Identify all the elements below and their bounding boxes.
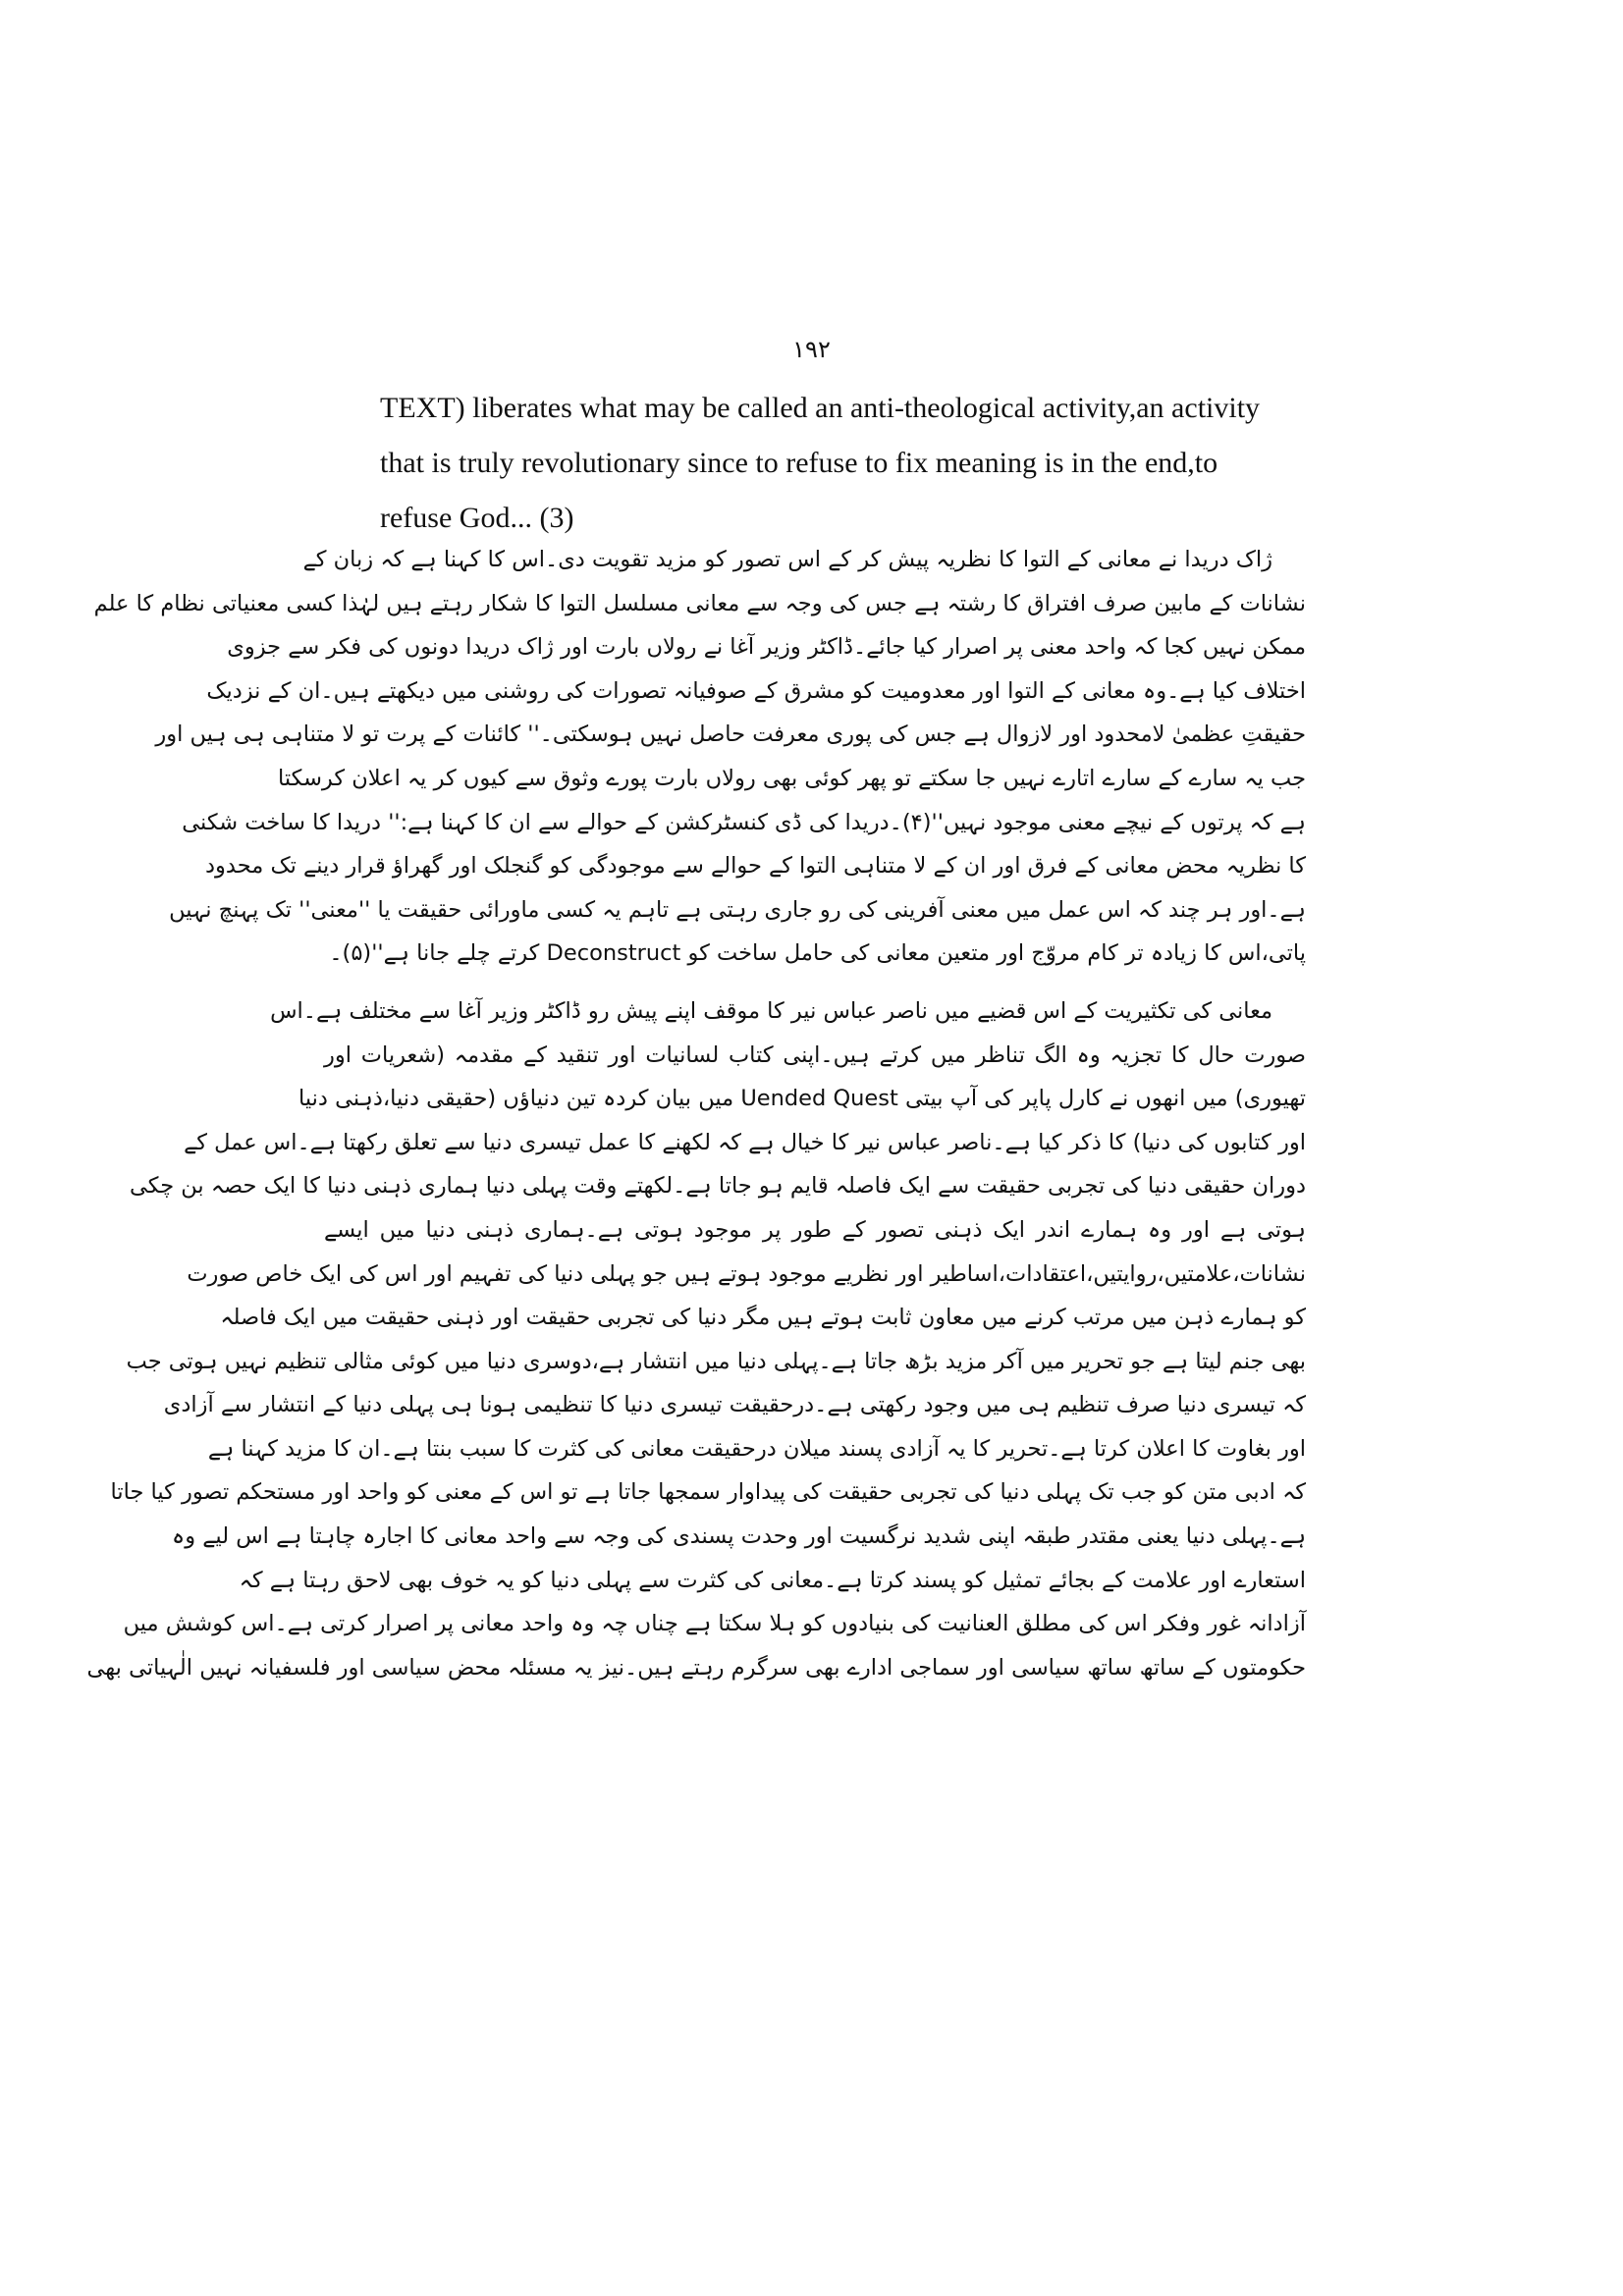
- text-line: ہے۔اور ہر چند کہ اس عمل میں معنی آفرینی کی رو جاری رہتی ہے تاہم یہ کسی ماورائی حقیقت یا ''معنی'' تک پہنچ نہیں: [169, 896, 1306, 923]
- text-line: جب یہ سارے کے سارے اتارے نہیں جا سکتے تو پھر کوئی بھی رولاں بارت پورے وثوق سے کیوں کر یہ اعلان کرسکتا: [278, 765, 1306, 791]
- paragraph-2: [86, 989, 1306, 1690]
- text-line: کو ہمارے ذہن میں مرتب کرنے میں معاون ثابت ہوتے ہیں مگر دنیا کی تجربی حقیقت اور ذہنی حقیقت میں ایک فاصلہ: [220, 1305, 1306, 1331]
- text-line: نشانات کے مابین صرف افتراق کا رشتہ ہے جس کی وجہ سے معانی مسلسل التوا کا شکار رہتے ہیں لہٰذا کسی معنیاتی نظام کا علم: [93, 590, 1306, 616]
- text-line: ژاک دریدا نے معانی کے التوا کا نظریہ پیش کر کے اس تصور کو مزید تقویت دی۔اس کا کہنا ہے کہ زبان کے: [302, 547, 1272, 572]
- text-line: اور کتابوں کی دنیا) کا ذکر کیا ہے۔ناصر عباس نیر کا خیال ہے کہ لکھنے کا عمل تیسری دنیا سے تعلق رکھتا ہے۔اس عمل کے: [184, 1129, 1306, 1155]
- text-line: دوران حقیقی دنیا کی تجربی حقیقت سے ایک فاصلہ قایم ہو جاتا ہے۔لکھتے وقت پہلی دنیا ہماری ذہنی دنیا کا ایک حصہ بن چکی: [130, 1173, 1306, 1200]
- english-quote-line: that is truly revolutionary since to refuse to fix meaning is in the end,to: [380, 447, 1218, 479]
- text-line: استعارے اور علامت کے بجائے تمثیل کو پسند کرتا ہے۔معانی کی کثرت سے پہلی دنیا کو یہ خوف بھی لاحق رہتا ہے کہ: [239, 1567, 1306, 1593]
- text-line: کا نظریہ محض معانی کے فرق اور ان کے لا متناہی التوا کے حوالے سے موجودگی کو گنجلک اور گھراؤ قرار دینے تک محدود: [205, 853, 1306, 880]
- text-line: نشانات،علامتیں،روایتیں،اعتقادات،اساطیر اور نظریے موجود ہوتے ہیں جو پہلی دنیا کی تفہیم اور اس کی ایک خاص صورت: [187, 1260, 1306, 1287]
- text-line: کہ تیسری دنیا صرف تنظیم ہی میں وجود رکھتی ہے۔درحقیقت تیسری دنیا کا تنظیمی ہونا ہی پہلی دنیا کے انتشار سے آزادی: [163, 1392, 1306, 1418]
- english-quote-block: [380, 381, 1264, 546]
- text-line: پاتی،اس کا زیادہ تر کام مروّج اور متعین معانی کی حامل ساخت کو Deconstruct کرتے چلے جانا ہے''(۵)۔: [329, 940, 1306, 967]
- text-line: کہ ادبی متن کو جب تک پہلی دنیا کی تجربی حقیقت کی پیداوار سمجھا جاتا ہے تو اس کے معنی کو واحد اور مستحکم تصور کیا جاتا: [110, 1479, 1306, 1506]
- text-line: ممکن نہیں کجا کہ واحد معنی پر اصرار کیا جائے۔ڈاکٹر وزیر آغا نے رولاں بارت اور ژاک دریدا دونوں کی فکر سے جزوی: [227, 634, 1306, 661]
- text-line: آزادانہ غور وفکر اس کی مطلق العنانیت کی بنیادوں کو ہلا سکتا ہے چناں چہ وہ واحد معانی پر اصرار کرتی ہے۔اس کوشش میں: [123, 1611, 1306, 1637]
- english-quote-line: refuse God... (3): [380, 502, 574, 534]
- text-line: بھی جنم لیتا ہے جو تحریر میں آکر مزید بڑھ جاتا ہے۔پہلی دنیا میں انتشار ہے،دوسری دنیا میں کوئی مثالی تنظیم نہیں ہوتی جب: [126, 1348, 1306, 1374]
- page-number: ۱۹۲: [792, 336, 831, 363]
- text-line: ہے کہ پرتوں کے نیچے معنی موجود نہیں''(۴)۔دریدا کی ڈی کنسٹرکشن کے حوالے سے ان کا کہنا ہے:'' دریدا کا ساخت شکنی: [182, 809, 1306, 835]
- text-line: ہے۔پہلی دنیا یعنی مقتدر طبقہ اپنی شدید نرگسیت اور وحدت پسندی کی وجہ سے واحد معانی کا اجارہ چاہتا ہے اس لیے وہ: [172, 1523, 1306, 1550]
- urdu-body-text: [86, 538, 1306, 1689]
- text-line: ہوتی ہے اور وہ ہمارے اندر ایک ذہنی تصور کے طور پر موجود ہوتی ہے۔ہماری ذہنی دنیا میں ایسے: [324, 1216, 1306, 1243]
- text-line: صورت حال کا تجزیہ وہ الگ تناظر میں کرتے ہیں۔اپنی کتاب لسانیات اور تنقید کے مقدمہ (شعریات اور: [324, 1041, 1306, 1068]
- text-line: معانی کی تکثیریت کے اس قضیے میں ناصر عباس نیر کا موقف اپنے پیش رو ڈاکٹر وزیر آغا سے مختلف ہے۔اس: [270, 997, 1272, 1024]
- paragraph-1: [93, 538, 1306, 976]
- text-line: تھیوری) میں انھوں نے کارل پاپر کی آپ بیتی Uended Quest میں بیان کردہ تین دنیاؤں (حقیقی دنیا،ذہنی دنیا: [298, 1086, 1306, 1112]
- text-line: اختلاف کیا ہے۔وہ معانی کے التوا اور معدومیت کو مشرق کے صوفیانہ تصورات کی روشنی میں دیکھتے ہیں۔ان کے نزدیک: [206, 677, 1306, 704]
- text-line: حقیقتِ عظمیٰ لامحدود اور لازوال ہے جس کی پوری معرفت حاصل نہیں ہوسکتی۔'' کائنات کے پرت تو لا متناہی ہی ہیں اور: [155, 721, 1306, 748]
- text-line: حکومتوں کے ساتھ ساتھ سیاسی اور سماجی ادارے بھی سرگرم رہتے ہیں۔نیز یہ مسئلہ محض سیاسی اور فلسفیانہ نہیں الٰہیاتی بھی: [86, 1654, 1306, 1681]
- english-quote-line: TEXT) liberates what may be called an anti-theological activity,an activity: [380, 392, 1261, 424]
- text-line: اور بغاوت کا اعلان کرتا ہے۔تحریر کا یہ آزادی پسند میلان درحقیقت معانی کی کثرت کا سبب بنتا ہے۔ان کا مزید کہنا ہے: [207, 1435, 1306, 1462]
